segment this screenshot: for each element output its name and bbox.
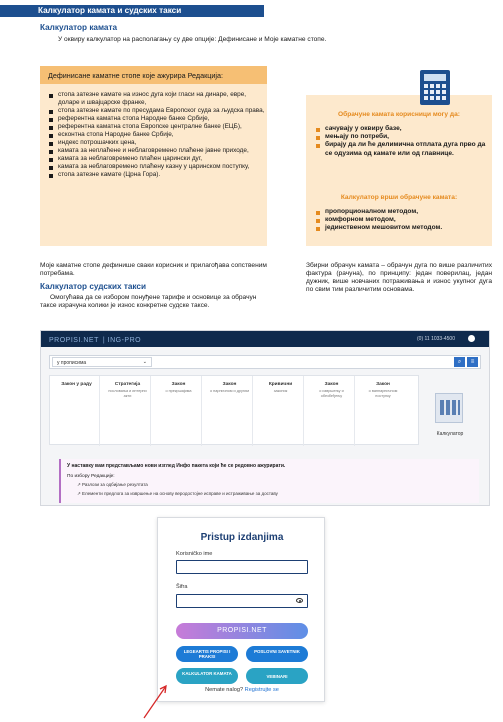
list-item: мењају по потреби, xyxy=(316,133,486,141)
list-item: камата за неблаговремено плаћен царински дуг, xyxy=(49,155,265,163)
notice-bullet[interactable]: ↗ Елементи предлога за извршење на основу веродостојне исправе и истраживање за доставу xyxy=(77,491,278,496)
list-item: камата за неблаговремено плаћену казну у царинском поступку, xyxy=(49,163,265,171)
list-item: стопа затезне камате (Црна Гора). xyxy=(49,171,265,179)
list-item: референтна каматна стопа Европске централне банке (ЕЦБ), xyxy=(49,123,265,131)
total-calc-text: Збирни обрачун камата – обрачун дуга по више различитих фактура (рачуна), по принципу: један поверилац, један дужник, више новчаних потраживања и износ укупног дуга по свим тим различитим основама. xyxy=(306,262,492,293)
notice-panel xyxy=(59,459,479,503)
login-panel xyxy=(157,517,325,702)
propisi-login-button[interactable]: PROPISI.NET xyxy=(176,623,308,639)
list-item: комфорном методом, xyxy=(316,216,486,224)
own-rates-text: Моје каматне стопе дефинише сваки корисник и прилагођава сопственим потребама. xyxy=(40,262,267,277)
list-item: јединственом мешовитом методом. xyxy=(316,224,486,232)
eye-icon[interactable] xyxy=(296,598,303,603)
app-screenshot xyxy=(40,330,490,506)
calculator-icon xyxy=(420,70,450,105)
username-label: Korisničko ime xyxy=(176,551,213,557)
category-list xyxy=(49,375,419,445)
list-item: камата за неплаћене и неблаговремено плаћене јавне приходе, xyxy=(49,147,265,155)
notice-subtitle: По избору Редакције: xyxy=(67,474,115,479)
category-card[interactable]: Закон у раду xyxy=(54,376,100,446)
register-prompt: Nemate nalog? Registrujte se xyxy=(205,687,279,693)
user-icon[interactable] xyxy=(468,335,475,342)
court-fees-text: Омогућава да се избором понуђене тарифе и основице за обрачун таксе израчуна колики је износ конкретне судске таксе. xyxy=(40,294,257,309)
list-item: пропорционалном методом, xyxy=(316,208,486,216)
app-topbar xyxy=(41,331,489,347)
search-bar[interactable] xyxy=(49,355,481,369)
section-heading-court-fees: Калкулатор судских такси xyxy=(40,282,146,291)
category-card[interactable]: Закон о ванпарничном поступку xyxy=(368,382,398,398)
app-logo[interactable]: PROPISI.NET | ING-PRO xyxy=(49,337,142,344)
calculator-icon xyxy=(435,393,463,423)
search-button[interactable]: ⌕ xyxy=(454,357,465,367)
legeartis-button[interactable]: LEGEARTIS PROPISI I PRAKSI xyxy=(176,646,238,662)
notice-title: У наставку вам представљамо нови изглед Инфо пакета који ће се редовно ажурирати. xyxy=(67,463,286,469)
calculator-label: Калкулатор xyxy=(436,431,464,437)
list-item: бирају да ли ће делимична отплата дуга прво да се одузима од камате или од главнице. xyxy=(316,141,486,157)
password-label: Šifra xyxy=(176,584,188,590)
business-advisor-button[interactable]: POSLOVNI SAVETNIK xyxy=(246,646,308,662)
category-card[interactable]: Закон о парничном и другим xyxy=(207,376,253,446)
calculator-card[interactable] xyxy=(425,389,475,447)
list-item: стопа затезне камате по пресудама Европског суда за људска права, xyxy=(49,107,265,115)
interest-calculator-button[interactable]: KALKULATOR KAMATA xyxy=(176,668,238,684)
search-scope-select[interactable]: у прописима ⌄ xyxy=(52,357,152,367)
username-field[interactable] xyxy=(176,560,308,574)
register-link[interactable]: Registrujte se xyxy=(244,687,279,693)
category-card[interactable]: Стратегија пословања и интерни акти xyxy=(105,376,151,446)
category-card[interactable]: Кривични законик xyxy=(258,376,304,446)
defined-rates-list xyxy=(49,91,265,179)
chevron-down-icon: ⌄ xyxy=(142,359,147,365)
list-item: сачувају у оквиру базе, xyxy=(316,125,486,133)
menu-icon[interactable]: ≡ xyxy=(467,357,478,367)
password-field[interactable] xyxy=(176,594,308,608)
list-item: индекс потрошачких цена, xyxy=(49,139,265,147)
intro-text: У оквиру калкулатор на располагању су две опције: Дефинисане и Моје каматне стопе. xyxy=(58,36,327,43)
category-card[interactable]: Закон о извршењу и обезбеђењу xyxy=(309,376,355,446)
section-heading-interest: Калкулатор камата xyxy=(40,23,118,32)
page-title: Калкулатор камата и судских такси xyxy=(38,6,182,15)
calc-methods-list xyxy=(316,208,486,233)
webinars-button[interactable]: VEBINARI xyxy=(246,668,308,684)
list-item: есконтна стопа Народне банке Србије, xyxy=(49,131,265,139)
users-can-list xyxy=(316,125,486,158)
calc-methods-heading: Калкулатор врши обрачуне камата: xyxy=(340,194,458,201)
category-card[interactable]: Закон о прекршајима xyxy=(156,376,202,446)
login-title: Pristup izdanjima xyxy=(200,532,284,543)
arrow-pointer-icon xyxy=(140,680,180,720)
defined-rates-title: Дефинисане каматне стопе које ажурира Редакција: xyxy=(40,66,267,84)
list-item: референтна каматна стопа Народне банке Србије, xyxy=(49,115,265,123)
phone-number: (0) 11 1033-4500 xyxy=(417,336,455,342)
users-can-heading: Обрачуне камата корисници могу да: xyxy=(338,111,460,118)
list-item: стопа затезне камате на износ дуга који гласи на динаре, евре, доларе и швајцарске франке, xyxy=(49,91,265,107)
notice-bullet[interactable]: ↗ Разлози за одбијање резултата xyxy=(77,482,148,487)
